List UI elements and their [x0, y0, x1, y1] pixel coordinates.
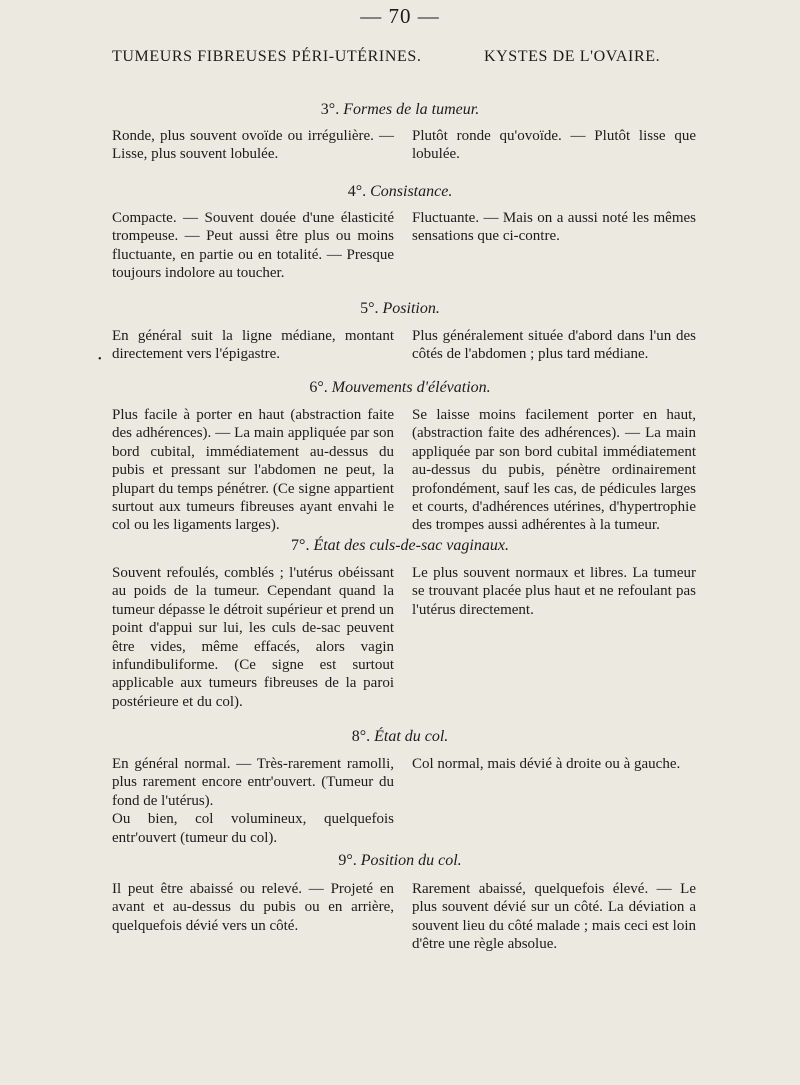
section-left-text — [112, 406, 394, 535]
section-left-text — [112, 327, 394, 364]
section-heading: Position. — [382, 300, 440, 317]
section-heading: Mouvements d'élévation. — [331, 379, 491, 396]
section-number: 3°. — [320, 101, 340, 118]
paragraph: Fluctuante. — Mais on a aussi noté les mêmes sensations que ci-contre. — [412, 210, 696, 245]
paragraph: Plus généralement située d'abord dans l'un des côtés de l'abdomen ; plus tard médiane. — [412, 328, 696, 363]
section-number: 9°. — [338, 852, 357, 869]
bullet-mark-icon: • — [98, 354, 102, 365]
paragraph: En général normal. — Très-rarement ramolli, plus rarement encore entr'ouvert. (Tumeur du fond de l'utérus). — [112, 756, 394, 809]
paragraph: Le plus souvent normaux et libres. La tumeur se trouvant placée plus haut et ne refoulant pas l'utérus directement. — [412, 565, 696, 618]
section-title — [0, 300, 800, 318]
paragraph: Col normal, mais dévié à droite ou à gauche. — [412, 756, 681, 772]
section-right-text — [412, 564, 696, 619]
section-title — [0, 183, 800, 201]
section-title — [0, 537, 800, 555]
section-right-text — [412, 755, 696, 773]
section-heading: Consistance. — [370, 183, 453, 200]
section-right-text — [412, 880, 696, 954]
section-heading: Formes de la tumeur. — [343, 101, 480, 118]
paragraph: Ronde, plus souvent ovoïde ou irrégulière. — Lisse, plus souvent lobulée. — [112, 128, 394, 163]
section-heading: État du col. — [374, 728, 449, 745]
section-number: 8°. — [351, 728, 371, 745]
paragraph: Rarement abaissé, quelquefois élevé. — Le plus souvent dévié sur un côté. La déviation a souvent lieu du côté malade ; mais ceci est loin d'être une règle absolue. — [412, 881, 696, 953]
section-left-text — [112, 755, 394, 847]
header-left: TUMEURS FIBREUSES PÉRI-UTÉRINES. — [112, 48, 422, 65]
section-right-text — [412, 127, 696, 164]
section-heading: Position du col. — [360, 852, 462, 869]
paragraph: Souvent refoulés, comblés ; l'utérus obéissant au poids de la tumeur. Cependant quand la tumeur dépasse le détroit supérieur et prend un point d'appui sur lui, les culs de-sac peuvent être vides, même effacés, alors vagin infundibuliforme. (Ce signe est surtout applicable aux tumeurs fibreuses de la paroi postérieure et du col). — [112, 565, 394, 710]
section-right-text — [412, 406, 696, 535]
section-title — [0, 728, 800, 746]
page-number: — 70 — — [360, 4, 440, 28]
section-left-text — [112, 127, 394, 164]
paragraph: Plutôt ronde qu'ovoïde. — Plutôt lisse que lobulée. — [412, 128, 696, 163]
paragraph: Compacte. — Souvent douée d'une élasticité trompeuse. — Peut aussi être plus ou moins fluctuante, en partie ou en totalité. — Presque toujours indolore au toucher. — [112, 210, 394, 282]
section-number: 5°. — [360, 300, 379, 317]
header-right: KYSTES DE L'OVAIRE. — [484, 48, 661, 65]
paragraph: Plus facile à porter en haut (abstraction faite des adhérences). — La main appliquée par son bord cubital, immédiatement au-dessus du pubis et pressant sur l'abdomen ne peut, la plupart du temps pénétrer. (Ce signe appartient surtout aux tumeurs fibreuses ayant envahi le col ou les ligaments larges). — [112, 407, 394, 534]
section-left-text — [112, 880, 394, 935]
section-number: 7°. — [291, 537, 310, 554]
section-left-text — [112, 209, 394, 283]
paragraph: Ou bien, col volumineux, quelquefois entr'ouvert (tumeur du col). — [112, 811, 394, 846]
section-number: 6°. — [309, 379, 328, 396]
section-heading: État des culs-de-sac vaginaux. — [313, 537, 509, 554]
paragraph: En général suit la ligne médiane, montant directement vers l'épigastre. — [112, 328, 394, 363]
section-right-text — [412, 209, 696, 246]
section-title — [0, 852, 800, 870]
section-number: 4°. — [347, 183, 367, 200]
paragraph: Se laisse moins facilement porter en haut, (abstraction faite des adhérences). — La main appliquée par son bord cubital immédiatement au-dessus du pubis, pénètre ordinairement profondément, sauf les cas, de pédicules larges et courts, d'adhérences utérines, d'hypertrophie des trompes aussi adhérentes à la tumeur. — [412, 407, 696, 534]
section-left-text — [112, 564, 394, 711]
section-title — [0, 101, 800, 119]
section-right-text — [412, 327, 696, 364]
paragraph: Il peut être abaissé ou relevé. — Projeté en avant et au-dessus du pubis ou en arrière, quelquefois dévié vers un côté. — [112, 881, 394, 934]
section-title — [0, 379, 800, 397]
